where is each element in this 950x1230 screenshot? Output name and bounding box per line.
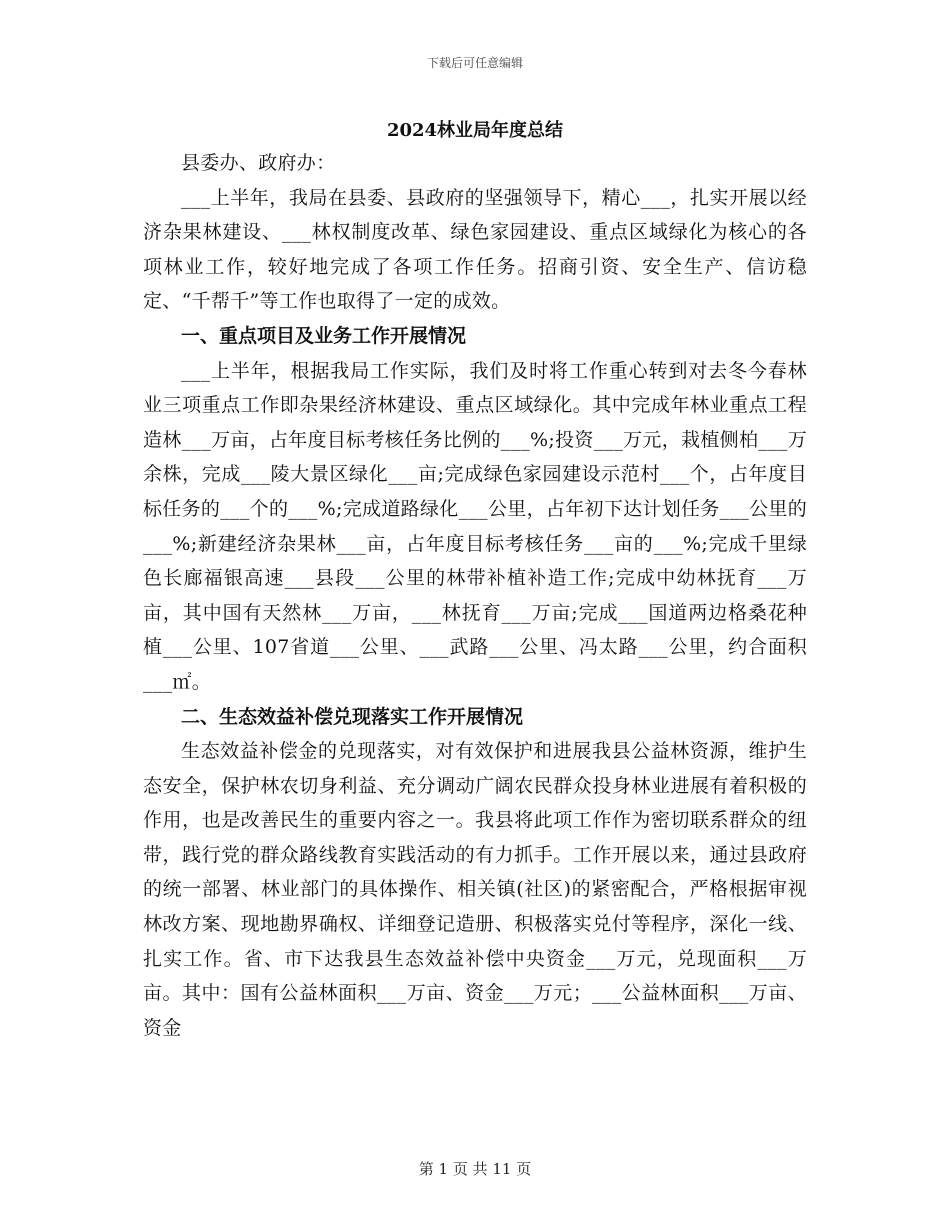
section-heading-1: 一、重点项目及业务工作开展情况 — [181, 324, 467, 347]
page-title: 2024林业局年度总结 — [386, 120, 564, 141]
section-heading-2: 二、生态效益补偿兑现落实工作开展情况 — [181, 705, 524, 728]
paragraph-intro: ___上半年，我局在县委、县政府的坚强领导下，精心___，扎实开展以经济杂果林建设、___林权制度改革、绿色家园建设、重点区域绿化为核心的各项林业工作，较好地完成了各项工作任务。招商引资、安全生产、信访稳定、“千帮千”等工作也取得了一定的成效。 — [143, 186, 807, 313]
salutation: 县委办、政府办： — [181, 152, 336, 174]
header-note: 下载后可任意编辑 — [426, 56, 523, 70]
paragraph-section-2: 生态效益补偿金的兑现落实，对有效保护和进展我县公益林资源，维护生态安全，保护林农切身利益、充分调动广阔农民群众投身林业进展有着积极的作用，也是改善民生的重要内容之一。我县将此项工作作为密切联系群众的纽带，践行党的群众路线教育实践活动的有力抓手。工作开展以来，通过县政府的统一部署、林业部门的具体操作、相关镇(社区)的紧密配合，严格根据审视林改方案、现地勘界确权、详细登记造册、积极落实兑付等程序，深化一线、扎实工作。省、市下达我县生态效益补偿中央资金___万元，兑现面积___万亩。其中：国有公益林面积___万亩、资金___万元；___公益林面积___万亩、资金 — [143, 740, 807, 1039]
paragraph-section-1: ___上半年，根据我局工作实际，我们及时将工作重心转到对去冬今春林业三项重点工作即杂果经济林建设、重点区域绿化。其中完成年林业重点工程造林___万亩，占年度目标考核任务比例的___%;投资___万元，栽植侧柏___万余株，完成___陵大景区绿化___亩;完成绿色家园建设示范村___个，占年度目标任务的___个的___%;完成道路绿化___公里，占年初下达计划任务___公里的___%;新建经济杂果林___亩，占年度目标考核任务___亩的___%;完成千里绿色长廊福银高速___县段___公里的林带补植补造工作;完成中幼林抚育___万亩，其中国有天然林___万亩，___林抚育___万亩;完成___国道两边格桑花种植___公里、107省道___公里、___武路___公里、冯太路___公里，约合面积___㎡。 — [143, 359, 807, 693]
page-footer: 第 1 页 共 11 页 — [418, 1160, 532, 1178]
document-body — [143, 146, 807, 1045]
